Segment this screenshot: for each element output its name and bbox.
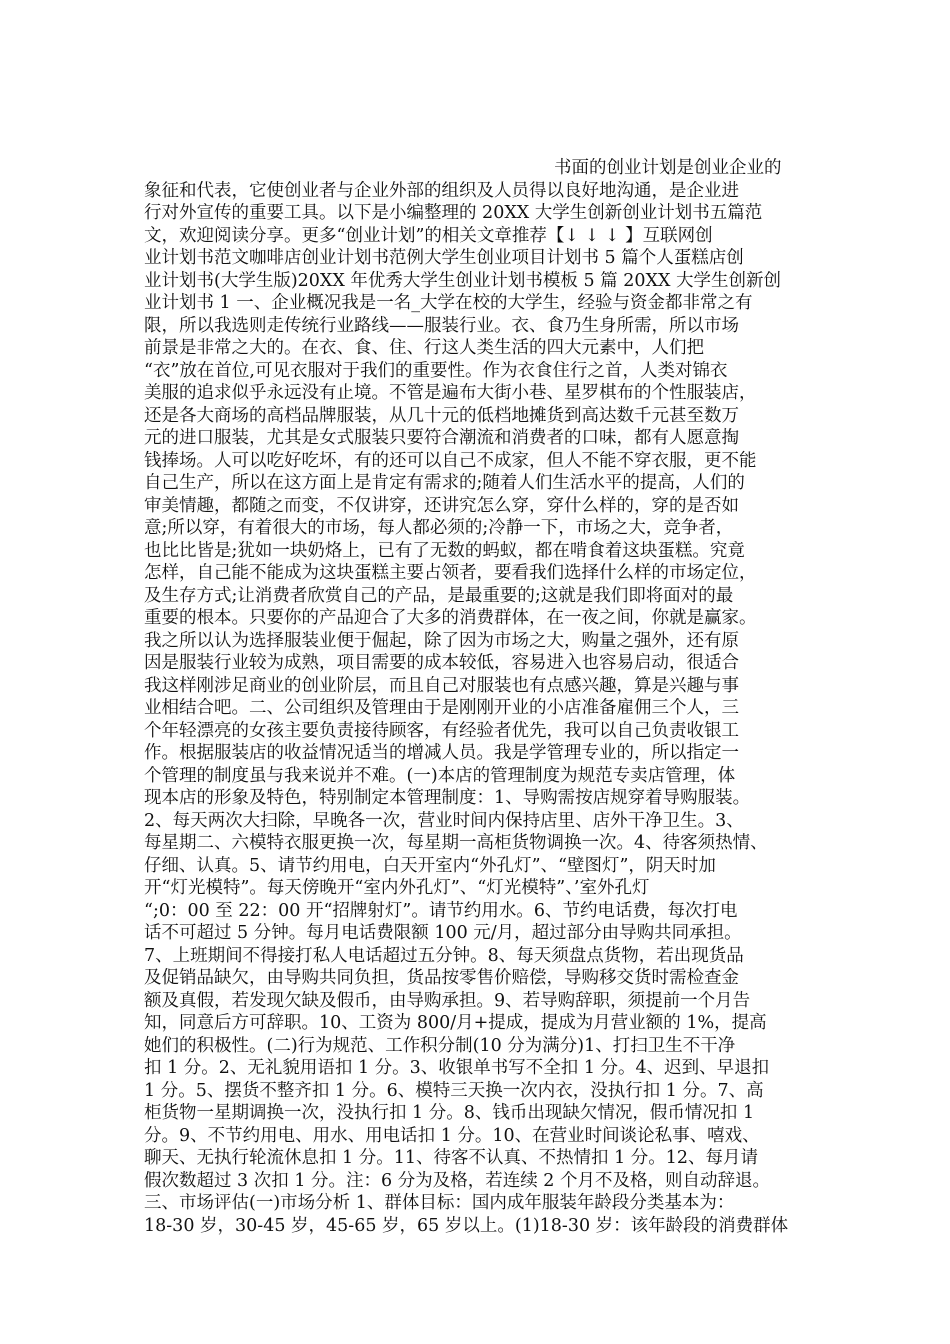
text-line: 假次数超过 3 次扣 1 分。注：6 分为及格，若连续 2 个月不及格，则自动辞退。	[144, 1170, 770, 1191]
text-line: 业计划书(大学生版)20XX 年优秀大学生创业计划书模板 5 篇 20XX 大学生创新创	[144, 270, 781, 291]
text-line: 业计划书范文咖啡店创业计划书范例大学生创业项目计划书 5 篇个人蛋糕店创	[144, 248, 744, 268]
text-line: 重要的根本。只要你的产品迎合了大多的消费群体，在一夜之间，你就是赢家。	[144, 608, 757, 628]
text-line: 扣 1 分。2、无礼貌用语扣 1 分。3、收银单书写不全扣 1 分。4、迟到、早退扣	[144, 1058, 770, 1078]
text-line: “衣”放在首位,可见衣服对于我们的重要性。作为衣食住行之首，人类对锦衣	[144, 360, 728, 381]
text-line: 额及真假，若发现欠缺及假币，由导购承担。9、若导购辞职，须提前一个月告	[144, 990, 751, 1011]
body-text	[144, 157, 816, 1237]
text-line: 行对外宣传的重要工具。以下是小编整理的 20XX 大学生创新创业计划书五篇范	[144, 203, 763, 223]
text-line: 我之所以认为选择服装业便于倔起，除了因为市场之大，购量之强外，还有原	[144, 630, 739, 651]
text-line: 还是各大商场的高档品牌服装，从几十元的低档地摊货到高达数千元甚至数万	[144, 405, 739, 426]
text-line: 作。根据服装店的收益情况适当的增减人员。我是学管理专业的，所以指定一	[144, 743, 739, 763]
text-line: 元的进口服装，尤其是女式服装只要符合潮流和消费者的口味，都有人愿意掏	[144, 428, 739, 448]
text-line: 象征和代表，它使创业者与企业外部的组织及人员得以良好地沟通，是企业进	[144, 180, 739, 201]
text-line: 因是服装行业较为成熟，项目需要的成本较低，容易进入也容易启动，很适合	[144, 653, 739, 673]
text-line: 钱捧场。人可以吃好吃坏，有的还可以自己不成家，但人不能不穿衣服，更不能	[144, 450, 757, 471]
text-line: 每星期二、六模特衣服更换一次，每星期一高柜货物调换一次。4、待客须热情、	[144, 833, 768, 853]
text-line: 分。9、不节约用电、用水、用电话扣 1 分。10、在营业时间谈论私事、嘻戏、	[144, 1125, 760, 1146]
text-line: 个管理的制度虽与我来说并不难。(一)本店的管理制度为规范专卖店管理，体	[144, 765, 736, 786]
text-line: 18-30 岁，30-45 岁，45-65 岁，65 岁以上。(1)18-30 岁：该年龄段的消费群体	[144, 1215, 789, 1236]
text-line: 怎样，自己能不能成为这块蛋糕主要占领者，要看我们选择什么样的市场定位，	[144, 563, 757, 583]
text-line: 聊天、无执行轮流休息扣 1 分。11、待客不认真、不热情扣 1 分。12、每月请	[144, 1148, 759, 1168]
text-line: 2、每天两次大扫除，早晚各一次，营业时间内保持店里、店外干净卫生。3、	[144, 810, 744, 831]
text-line: 也比比皆是;犹如一块奶烙上，已有了无数的蚂蚁，都在啃食着这块蛋糕。究竟	[144, 540, 745, 561]
text-line: 美服的追求似乎永远没有止境。不管是遍布大街小巷、星罗棋布的个性服装店，	[144, 383, 757, 403]
text-line: 文，欢迎阅读分享。更多“创业计划”的相关文章推荐【↓ ↓ ↓ 】互联网创	[144, 225, 713, 246]
text-line: “;0：00 至 22：00 开“招牌射灯”。请节约用水。6、节约电话费，每次打电	[144, 900, 738, 921]
text-line: 现本店的形象及特色，特别制定本管理制度：1、导购需按店规穿着导购服装。	[144, 788, 751, 808]
text-line: 自己生产，所以在这方面上是肯定有需求的;随着人们生活水平的提高，人们的	[144, 473, 745, 493]
text-line: 意;所以穿，有着很大的市场，每人都必须的;冷静一下，市场之大，竞争者，	[144, 518, 734, 538]
text-line: 及促销品缺欠，由导购共同负担，货品按零售价赔偿，导购移交货时需检查金	[144, 968, 739, 988]
paragraph-lead-line: 书面的创业计划是创业企业的	[554, 158, 782, 178]
text-line: 7、上班期间不得接打私人电话超过五分钟。8、每天须盘点货物，若出现货品	[144, 945, 744, 966]
text-line: 话不可超过 5 分钟。每月电话费限额 100 元/月，超过部分由导购共同承担。	[144, 923, 742, 943]
text-line: 知，同意后方可辞职。10、工资为 800/月+提成，提成为月营业额的 1%，提高	[144, 1013, 767, 1033]
text-line: 仔细、认真。5、请节约用电，白天开室内“外孔灯”、“壁图灯”，阴天时加	[144, 855, 716, 876]
text-line: 柜货物一星期调换一次，没执行扣 1 分。8、钱币出现缺欠情况，假币情况扣 1	[144, 1103, 755, 1123]
text-line: 开“灯光模特”。每天傍晚开“室内外孔灯”、“灯光模特”、’室外孔灯	[144, 878, 650, 898]
text-line: 个年轻漂亮的女孩主要负责接待顾客，有经验者优先，我可以自己负责收银工	[144, 720, 739, 741]
text-line: 业相结合吧。二、公司组织及管理由于是刚刚开业的小店准备雇佣三个人，三	[144, 698, 739, 718]
text-line: 限，所以我选则走传统行业路线——服装行业。衣、食乃生身所需，所以市场	[144, 315, 739, 336]
text-line: 前景是非常之大的。在衣、食、住、行这人类生活的四大元素中，人们把	[144, 338, 704, 358]
text-line: 及生存方式;让消费者欣赏自己的产品，是最重要的;这就是我们即将面对的最	[144, 585, 734, 606]
text-line: 审美情趣，都随之而变，不仅讲穿，还讲究怎么穿，穿什么样的，穿的是否如	[144, 495, 739, 516]
text-line: 1 分。5、摆货不整齐扣 1 分。6、模特三天换一次内衣，没执行扣 1 分。7、高	[144, 1080, 764, 1101]
text-line: 业计划书 1 一、企业概况我是一名_大学在校的大学生，经验与资金都非常之有	[144, 293, 753, 313]
text-line: 她们的积极性。(二)行为规范、工作积分制(10 分为满分)1、打扫卫生不干净	[144, 1035, 736, 1056]
text-line: 我这样刚涉足商业的创业阶层，而且自己对服装也有点感兴趣，算是兴趣与事	[144, 675, 739, 696]
text-line: 三、市场评估(一)市场分析 1、群体目标：国内成年服装年龄段分类基本为：	[144, 1193, 735, 1213]
